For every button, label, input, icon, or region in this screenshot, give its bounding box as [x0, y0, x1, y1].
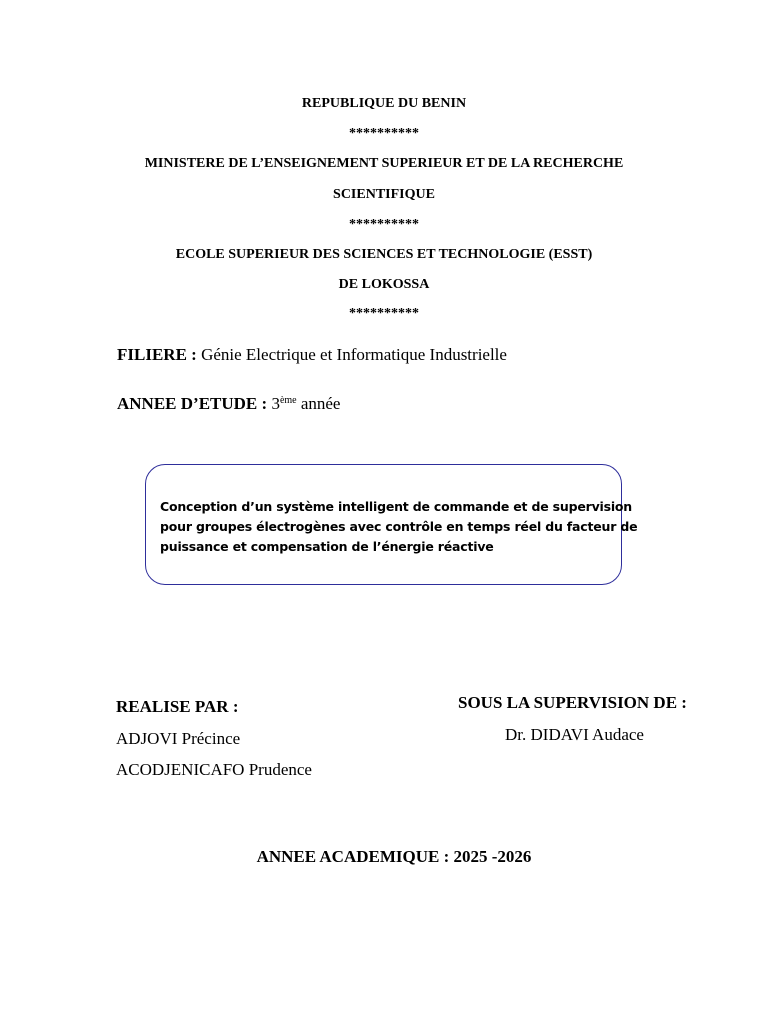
annee-etude-suffix: année	[300, 394, 341, 413]
project-title-line2: pour groupes électrogènes avec contrôle en temps réel du facteur de	[160, 519, 638, 534]
authors-label: REALISE PAR :	[116, 697, 239, 716]
project-title-line3: puissance et compensation de l’énergie réactive	[160, 539, 494, 554]
author-name: ACODJENICAFO Prudence	[116, 760, 312, 779]
supervisor-label: SOUS LA SUPERVISION DE :	[458, 693, 687, 712]
separator: **********	[349, 306, 419, 321]
annee-etude-number: 3	[271, 394, 280, 413]
country-heading: REPUBLIQUE DU BENIN	[301, 96, 467, 111]
project-title	[160, 497, 638, 557]
supervisor-name: Dr. DIDAVI Audace	[505, 725, 644, 744]
academic-year: ANNEE ACADEMIQUE : 2025 -2026	[256, 847, 532, 866]
annee-etude-superscript: ème	[279, 395, 297, 406]
annee-etude-field	[117, 393, 340, 415]
separator: **********	[349, 126, 419, 141]
separator: **********	[349, 217, 419, 232]
project-title-line1: Conception d’un système intelligent de commande et de supervision	[160, 499, 633, 514]
annee-etude-label: ANNEE D’ETUDE :	[117, 394, 268, 413]
school-heading-line2: DE LOKOSSA	[338, 277, 430, 292]
school-heading-line1: ECOLE SUPERIEUR DES SCIENCES ET TECHNOLOGIE (ESST)	[175, 247, 593, 262]
filiere-label: FILIERE :	[117, 345, 197, 364]
filiere-value: Génie Electrique et Informatique Industrielle	[201, 345, 507, 364]
ministry-heading-line1: MINISTERE DE L’ENSEIGNEMENT SUPERIEUR ET DE LA RECHERCHE	[144, 156, 624, 171]
filiere-field	[117, 344, 507, 366]
ministry-heading-line2: SCIENTIFIQUE	[333, 187, 435, 202]
author-name: ADJOVI Précince	[116, 729, 241, 748]
